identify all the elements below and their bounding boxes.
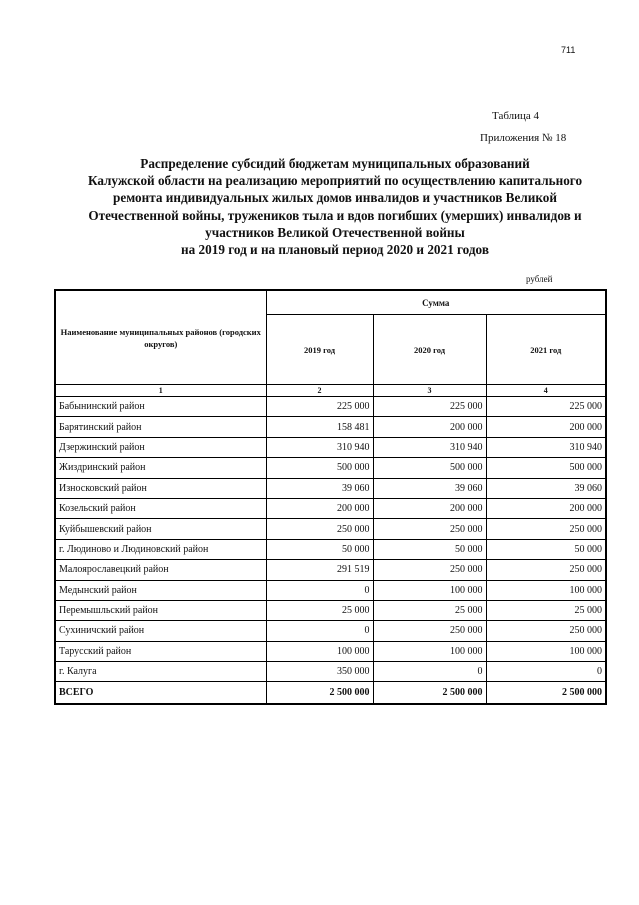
district-name-cell: Перемышльский район: [55, 600, 266, 620]
district-name-cell: Тарусский район: [55, 641, 266, 661]
value-2019-cell: 25 000: [266, 600, 373, 620]
title-line: ремонта индивидуальных жилых домов инвалидов и участников Великой: [113, 190, 557, 206]
district-name-cell: Жиздринский район: [55, 458, 266, 478]
table-row: [55, 437, 606, 457]
value-2020-cell: 250 000: [373, 560, 486, 580]
value-2019-cell: 291 519: [266, 560, 373, 580]
page-number: 711: [561, 45, 576, 55]
table-row: [55, 417, 606, 437]
district-name-cell: Дзержинский район: [55, 437, 266, 457]
value-2019-cell: 100 000: [266, 641, 373, 661]
total-2021: 2 500 000: [486, 682, 606, 705]
value-2021-cell: 200 000: [486, 498, 606, 518]
appendix-label: Приложения № 18: [480, 132, 567, 144]
value-2021-cell: 250 000: [486, 621, 606, 641]
value-2021-cell: 50 000: [486, 539, 606, 559]
header-name: Наименование муниципальных районов (городских округов): [55, 290, 266, 385]
subsidy-table: [54, 289, 607, 705]
table-label: Таблица 4: [492, 110, 540, 122]
header-year-2019: 2019 год: [266, 315, 373, 385]
value-2021-cell: 100 000: [486, 580, 606, 600]
value-2020-cell: 200 000: [373, 417, 486, 437]
title-line: Распределение субсидий бюджетам муниципальных образований: [140, 156, 530, 171]
table-row: [55, 539, 606, 559]
value-2019-cell: 500 000: [266, 458, 373, 478]
column-number: 2: [266, 385, 373, 397]
value-2020-cell: 100 000: [373, 641, 486, 661]
value-2019-cell: 350 000: [266, 662, 373, 682]
value-2020-cell: 25 000: [373, 600, 486, 620]
title-line: Отечественной войны, тружеников тыла и вдов погибших (умерших) инвалидов и: [88, 207, 582, 223]
column-number: 3: [373, 385, 486, 397]
value-2020-cell: 225 000: [373, 397, 486, 417]
title-line: Калужской области на реализацию мероприятий по осуществлению капитального: [87, 173, 583, 189]
value-2020-cell: 39 060: [373, 478, 486, 498]
document-title: [40, 155, 630, 258]
value-2021-cell: 250 000: [486, 560, 606, 580]
table-row: [55, 560, 606, 580]
value-2020-cell: 100 000: [373, 580, 486, 600]
value-2021-cell: 500 000: [486, 458, 606, 478]
district-name-cell: г. Калуга: [55, 662, 266, 682]
column-number: 1: [55, 385, 266, 397]
value-2021-cell: 250 000: [486, 519, 606, 539]
table-row: [55, 621, 606, 641]
table-row: [55, 519, 606, 539]
value-2019-cell: 39 060: [266, 478, 373, 498]
total-row: [55, 682, 606, 705]
value-2020-cell: 250 000: [373, 621, 486, 641]
header-year-2020: 2020 год: [373, 315, 486, 385]
value-2020-cell: 200 000: [373, 498, 486, 518]
table-row: [55, 458, 606, 478]
district-name-cell: Козельский район: [55, 498, 266, 518]
title-line: на 2019 год и на плановый период 2020 и 2021 годов: [181, 242, 489, 258]
district-name-cell: Сухиничский район: [55, 621, 266, 641]
units-label: рублей: [526, 274, 553, 284]
value-2021-cell: 200 000: [486, 417, 606, 437]
total-2019: 2 500 000: [266, 682, 373, 705]
value-2021-cell: 310 940: [486, 437, 606, 457]
value-2020-cell: 500 000: [373, 458, 486, 478]
value-2021-cell: 25 000: [486, 600, 606, 620]
district-name-cell: Износковский район: [55, 478, 266, 498]
district-name-cell: Куйбышевский район: [55, 519, 266, 539]
table-row: [55, 478, 606, 498]
table-row: [55, 662, 606, 682]
district-name-cell: Барятинский район: [55, 417, 266, 437]
title-line: участников Великой Отечественной войны: [205, 224, 465, 240]
value-2021-cell: 225 000: [486, 397, 606, 417]
total-2020: 2 500 000: [373, 682, 486, 705]
table-row: [55, 600, 606, 620]
district-name-cell: Бабынинский район: [55, 397, 266, 417]
total-label: ВСЕГО: [55, 682, 266, 705]
column-number: 4: [486, 385, 606, 397]
table-row: [55, 397, 606, 417]
value-2020-cell: 250 000: [373, 519, 486, 539]
value-2019-cell: 310 940: [266, 437, 373, 457]
value-2019-cell: 200 000: [266, 498, 373, 518]
district-name-cell: Медынский район: [55, 580, 266, 600]
value-2019-cell: 0: [266, 580, 373, 600]
value-2019-cell: 0: [266, 621, 373, 641]
district-name-cell: Малоярославецкий район: [55, 560, 266, 580]
header-year-2021: 2021 год: [486, 315, 606, 385]
value-2021-cell: 39 060: [486, 478, 606, 498]
header-sum: Сумма: [266, 290, 606, 315]
table-row: [55, 498, 606, 518]
value-2019-cell: 250 000: [266, 519, 373, 539]
value-2020-cell: 0: [373, 662, 486, 682]
value-2019-cell: 158 481: [266, 417, 373, 437]
table-row: [55, 641, 606, 661]
table-row: [55, 580, 606, 600]
value-2020-cell: 50 000: [373, 539, 486, 559]
district-name-cell: г. Людиново и Людиновский район: [55, 539, 266, 559]
value-2021-cell: 100 000: [486, 641, 606, 661]
value-2021-cell: 0: [486, 662, 606, 682]
value-2019-cell: 50 000: [266, 539, 373, 559]
value-2019-cell: 225 000: [266, 397, 373, 417]
value-2020-cell: 310 940: [373, 437, 486, 457]
